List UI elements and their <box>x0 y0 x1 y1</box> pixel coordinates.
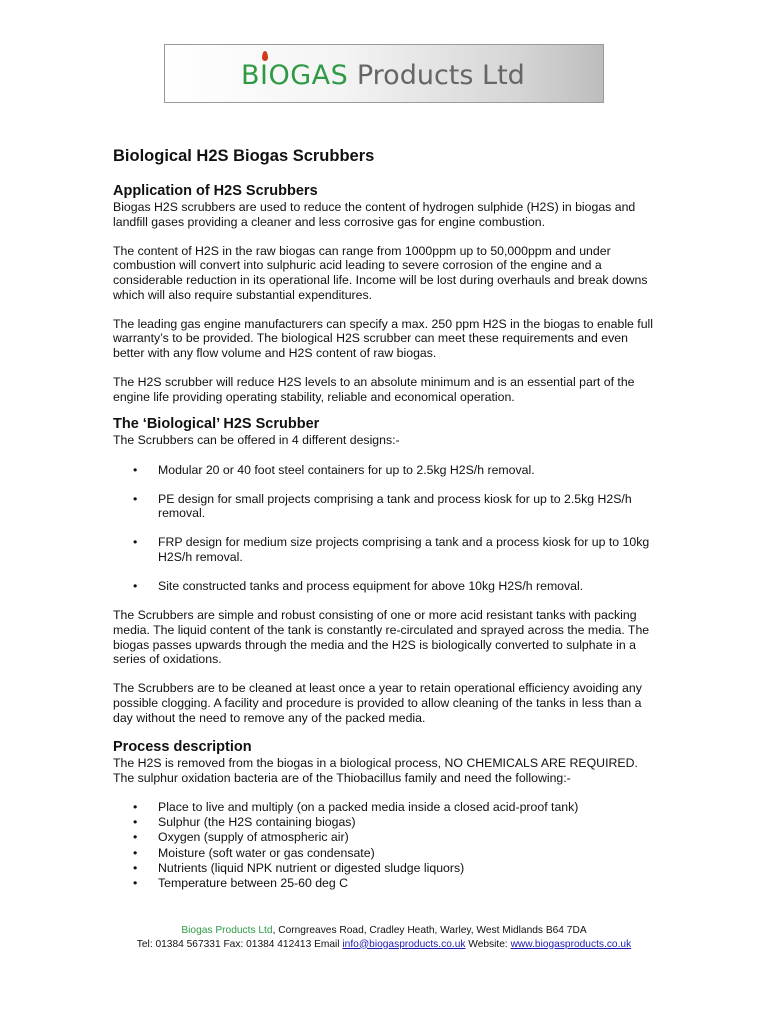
bullet-icon: • <box>133 830 138 845</box>
list-item <box>113 830 658 845</box>
logo-banner <box>164 44 604 103</box>
footer-address: , Corngreaves Road, Cradley Heath, Warley, West Midlands B64 7DA <box>272 925 587 936</box>
bullet-icon: • <box>133 860 138 875</box>
bullet-icon: • <box>133 462 138 477</box>
bullet-icon: • <box>133 579 138 594</box>
list-item-text: Place to live and multiply (on a packed media inside a closed acid-proof tank) <box>158 799 579 814</box>
list-item <box>113 876 658 891</box>
paragraph: The Scrubbers can be offered in 4 different designs:- <box>113 433 400 448</box>
company-logo <box>241 61 525 91</box>
bullet-icon: • <box>133 815 138 830</box>
paragraph: The leading gas engine manufacturers can specify a max. 250 ppm H2S in the biogas to enable full warranty’s to be provided. The biological H2S scrubber can meet these requirements and even better with any flow volume and H2S content of raw biogas. <box>113 316 654 360</box>
logo-rest: Products Ltd <box>348 60 525 91</box>
bullet-icon: • <box>133 845 138 860</box>
footer-company: Biogas Products Ltd <box>181 925 273 936</box>
list-item <box>113 463 658 478</box>
bullet-icon: • <box>133 491 138 506</box>
website-link[interactable]: www.biogasproducts.co.uk <box>510 938 632 950</box>
list-item-text: Nutrients (liquid NPK nutrient or digested sludge liquors) <box>158 860 465 875</box>
paragraph: The Scrubbers are to be cleaned at least once a year to retain operational efficiency avoiding any possible clogging. A facility and procedure is provided to allow cleaning of the tanks in less than a day without the need to remove any of the packed media. <box>113 681 642 725</box>
email-link[interactable]: info@biogasproducts.co.uk <box>342 938 466 950</box>
list-item-text: Sulphur (the H2S containing biogas) <box>158 815 356 830</box>
footer-contact-line <box>0 938 768 952</box>
list-item <box>113 492 658 521</box>
list-item <box>113 800 658 815</box>
list-item <box>113 861 658 876</box>
list-item <box>113 846 658 861</box>
logo-brand: BIOGAS <box>241 60 349 91</box>
design-options-list <box>113 463 658 594</box>
section-heading-biological: The ‘Biological’ H2S Scrubber <box>113 416 320 433</box>
paragraph: The H2S scrubber will reduce H2S levels to an absolute minimum and is an essential part of the engine life providing operating stability, reliable and economical operation. <box>113 375 635 404</box>
bullet-icon: • <box>133 875 138 890</box>
list-item <box>113 815 658 830</box>
bullet-icon: • <box>133 799 138 814</box>
section-heading-process: Process description <box>113 739 252 756</box>
page-title: Biological H2S Biogas Scrubbers <box>113 147 375 165</box>
requirements-list <box>113 800 658 891</box>
list-item-text: Site constructed tanks and process equipment for above 10kg H2S/h removal. <box>158 579 584 594</box>
document-body <box>113 146 658 891</box>
paragraph: Biogas H2S scrubbers are used to reduce the content of hydrogen sulphide (H2S) in biogas and landfill gases providing a cleaner and less corrosive gas for engine combustion. <box>113 200 636 229</box>
list-item-text: Oxygen (supply of atmospheric air) <box>158 830 349 845</box>
page-footer <box>0 924 768 951</box>
footer-contact: Tel: 01384 567331 Fax: 01384 412413 Email <box>136 938 343 950</box>
footer-website-label: Website: <box>465 938 511 950</box>
paragraph: The H2S is removed from the biogas in a biological process, NO CHEMICALS ARE REQUIRED. The sulphur oxidation bacteria are of the Thiobacillus family and need the following:- <box>113 756 638 785</box>
paragraph: The Scrubbers are simple and robust consisting of one or more acid resistant tanks with packing media. The liquid content of the tank is constantly re-circulated and sprayed across the media. The biogas passes upwards through the media and the H2S is biologically converted to sulphate in a series of oxidations. <box>113 608 650 667</box>
section-heading-application: Application of H2S Scrubbers <box>113 183 318 199</box>
footer-address-line <box>0 924 768 938</box>
list-item-text: FRP design for medium size projects comprising a tank and a process kiosk for up to 10kg H2S/h removal. <box>158 535 650 565</box>
list-item-text: PE design for small projects comprising a tank and process kiosk for up to 2.5kg H2S/h removal. <box>158 491 632 521</box>
list-item-text: Temperature between 25-60 deg C <box>158 875 349 890</box>
list-item <box>113 535 658 564</box>
list-item-text: Moisture (soft water or gas condensate) <box>158 845 375 860</box>
bullet-icon: • <box>133 535 138 550</box>
paragraph: The content of H2S in the raw biogas can range from 1000ppm up to 50,000ppm and under combustion will convert into sulphuric acid leading to severe corrosion of the engine and a considerable reduction in its operational life. Income will be lost during overhauls and break downs which will also require substantial expenditures. <box>113 243 648 302</box>
list-item-text: Modular 20 or 40 foot steel containers for up to 2.5kg H2S/h removal. <box>158 462 535 477</box>
list-item <box>113 579 658 594</box>
